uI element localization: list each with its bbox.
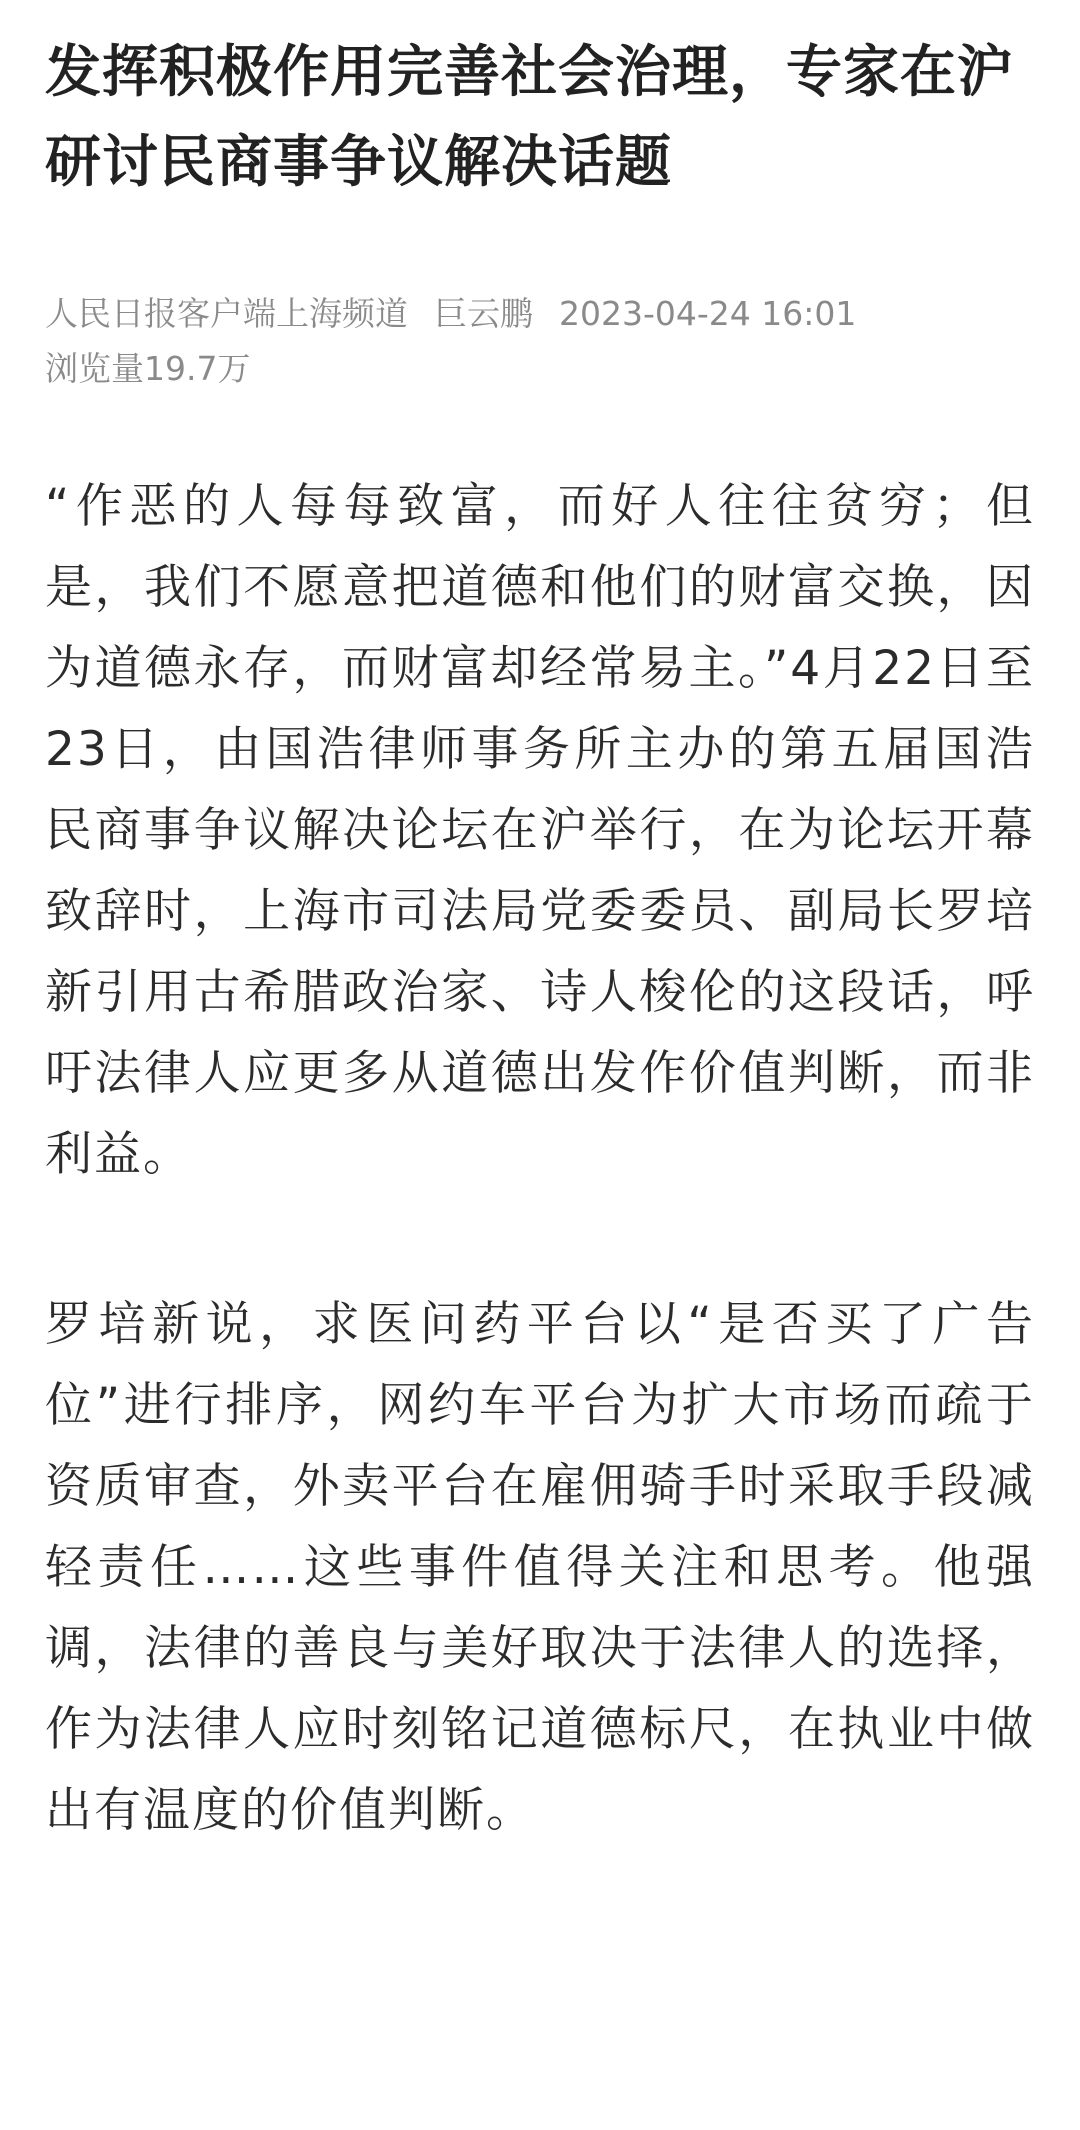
article-source[interactable]: 人民日报客户端上海频道: [45, 294, 408, 333]
article-views: 浏览量19.7万: [45, 349, 251, 388]
article-meta: [45, 286, 1035, 396]
article-paragraph: 罗培新说，求医问药平台以“是否买了广告位”进行排序，网约车平台为扩大市场而疏于资质审查，外卖平台在雇佣骑手时采取手段减轻责任……这些事件值得关注和思考。他强调，法律的善良与美好取决于法律人的选择，作为法律人应时刻铭记道德标尺，在执业中做出有温度的价值判断。: [45, 1297, 1035, 1838]
article-paragraph: “作恶的人每每致富，而好人往往贫穷；但是，我们不愿意把道德和他们的财富交换，因为道德永存，而财富却经常易主。”4月22日至23日，由国浩律师事务所主办的第五届国浩民商事争议解决论坛在沪举行，在为论坛开幕致辞时，上海市司法局党委委员、副局长罗培新引用古希腊政治家、诗人梭伦的这段话，呼吁法律人应更多从道德出发作价值判断，而非利益。: [45, 479, 1035, 1182]
article-datetime: 2023-04-24 16:01: [559, 294, 857, 333]
article-title: 发挥积极作用完善社会治理，专家在沪研讨民商事争议解决话题: [45, 40, 1014, 195]
article: [45, 28, 1035, 1851]
article-views-row: [45, 341, 1035, 396]
article-meta-row: [45, 286, 1035, 341]
article-author: 巨云鹏: [434, 294, 533, 333]
